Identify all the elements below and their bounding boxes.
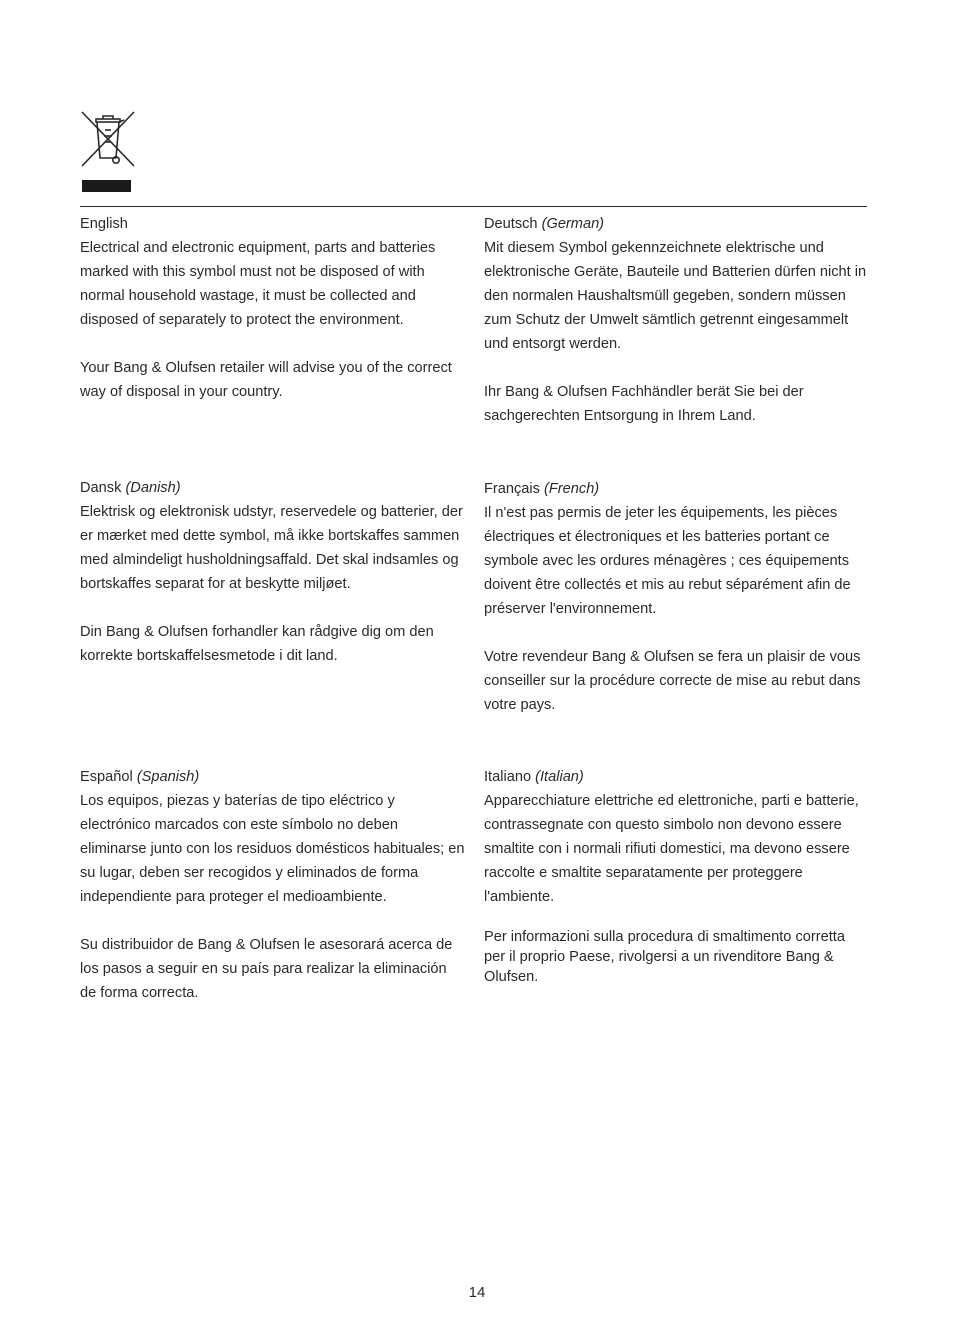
page-number: 14 (468, 1284, 486, 1301)
section-paragraph-2: Ihr Bang & Olufsen Fachhändler berät Sie bei der sachgerechten Entsorgung in Ihrem Land. (484, 384, 804, 424)
section-heading (484, 477, 869, 501)
section-paragraph-2: Your Bang & Olufsen retailer will advise you of the correct way of disposal in your country. (80, 360, 452, 400)
section-heading (80, 212, 465, 236)
section-heading (484, 212, 869, 236)
section-paragraph-1: Il n'est pas permis de jeter les équipements, les pièces électriques et électroniques et les batteries portant ce symbole avec les ordures ménagères ; ces équipements doivent être collectés et mis au rebut séparément afin de préserver l'environnement. (484, 505, 851, 617)
section-paragraph-2: Su distribuidor de Bang & Olufsen le asesorará acerca de los pasos a seguir en su país para realizar la eliminación de forma correcta. (80, 937, 453, 1001)
section-heading (80, 765, 465, 789)
section-paragraph-1: Mit diesem Symbol gekennzeichnete elektrische und elektronische Geräte, Bauteile und Batterien dürfen nicht in den normalen Haushaltsmüll gegeben, sondern müssen zum Schutz der Umwelt sämtlich getrennt eingesammelt und entsorgt werden. (484, 240, 867, 352)
heading-native: Français (484, 481, 540, 497)
section-french (484, 477, 869, 717)
heading-english: (Danish) (125, 480, 181, 496)
heading-native: English (80, 216, 128, 232)
section-danish (80, 476, 465, 668)
crossed-out-wheelie-bin-icon (80, 110, 136, 192)
section-divider (80, 206, 867, 207)
heading-native: Dansk (80, 480, 122, 496)
heading-english: (Spanish) (136, 769, 200, 785)
section-paragraph-1: Elektrisk og elektronisk udstyr, reservedele og batterier, der er mærket med dette symbol, må ikke bortskaffes sammen med almindeligt husholdningsaffald. Det skal indsamles og bortskaffes separat for at beskytte miljøet. (80, 504, 463, 592)
section-paragraph-2: Per informazioni sulla procedura di smaltimento corretta per il proprio Paese, rivolgersi a un rivenditore Bang & Olufsen. (484, 929, 845, 985)
section-paragraph-1: Electrical and electronic equipment, parts and batteries marked with this symbol must not be disposed of with normal household wastage, it must be collected and disposed of separately to protect the environment. (80, 240, 436, 328)
heading-native: Italiano (484, 769, 532, 785)
heading-english: (French) (544, 481, 600, 497)
section-spanish (80, 765, 465, 1005)
section-italian (484, 765, 869, 987)
section-paragraph-1: Los equipos, piezas y baterías de tipo eléctrico y electrónico marcados con este símbolo no deben eliminarse junto con los residuos domésticos habituales; en su lugar, deben ser recogidos y eliminados de forma independiente para proteger el medioambiente. (80, 793, 465, 905)
section-paragraph-1: Apparecchiature elettriche ed elettroniche, parti e batterie, contrassegnate con questo simbolo non devono essere smaltite con i normali rifiuti domestici, ma devono essere raccolte e smaltite separatamente per proteggere l'ambiente. (484, 793, 859, 905)
section-heading (80, 476, 465, 500)
heading-native: Deutsch (484, 216, 538, 232)
section-german (484, 212, 869, 428)
section-heading (484, 765, 869, 789)
section-english (80, 212, 465, 404)
section-paragraph-2: Din Bang & Olufsen forhandler kan rådgive dig om den korrekte bortskaffelsesmetode i dit land. (80, 624, 434, 664)
heading-english: (Italian) (535, 769, 584, 785)
section-paragraph-2: Votre revendeur Bang & Olufsen se fera un plaisir de vous conseiller sur la procédure correcte de mise au rebut dans votre pays. (484, 649, 861, 713)
heading-native: Español (80, 769, 133, 785)
heading-english: (German) (541, 216, 605, 232)
